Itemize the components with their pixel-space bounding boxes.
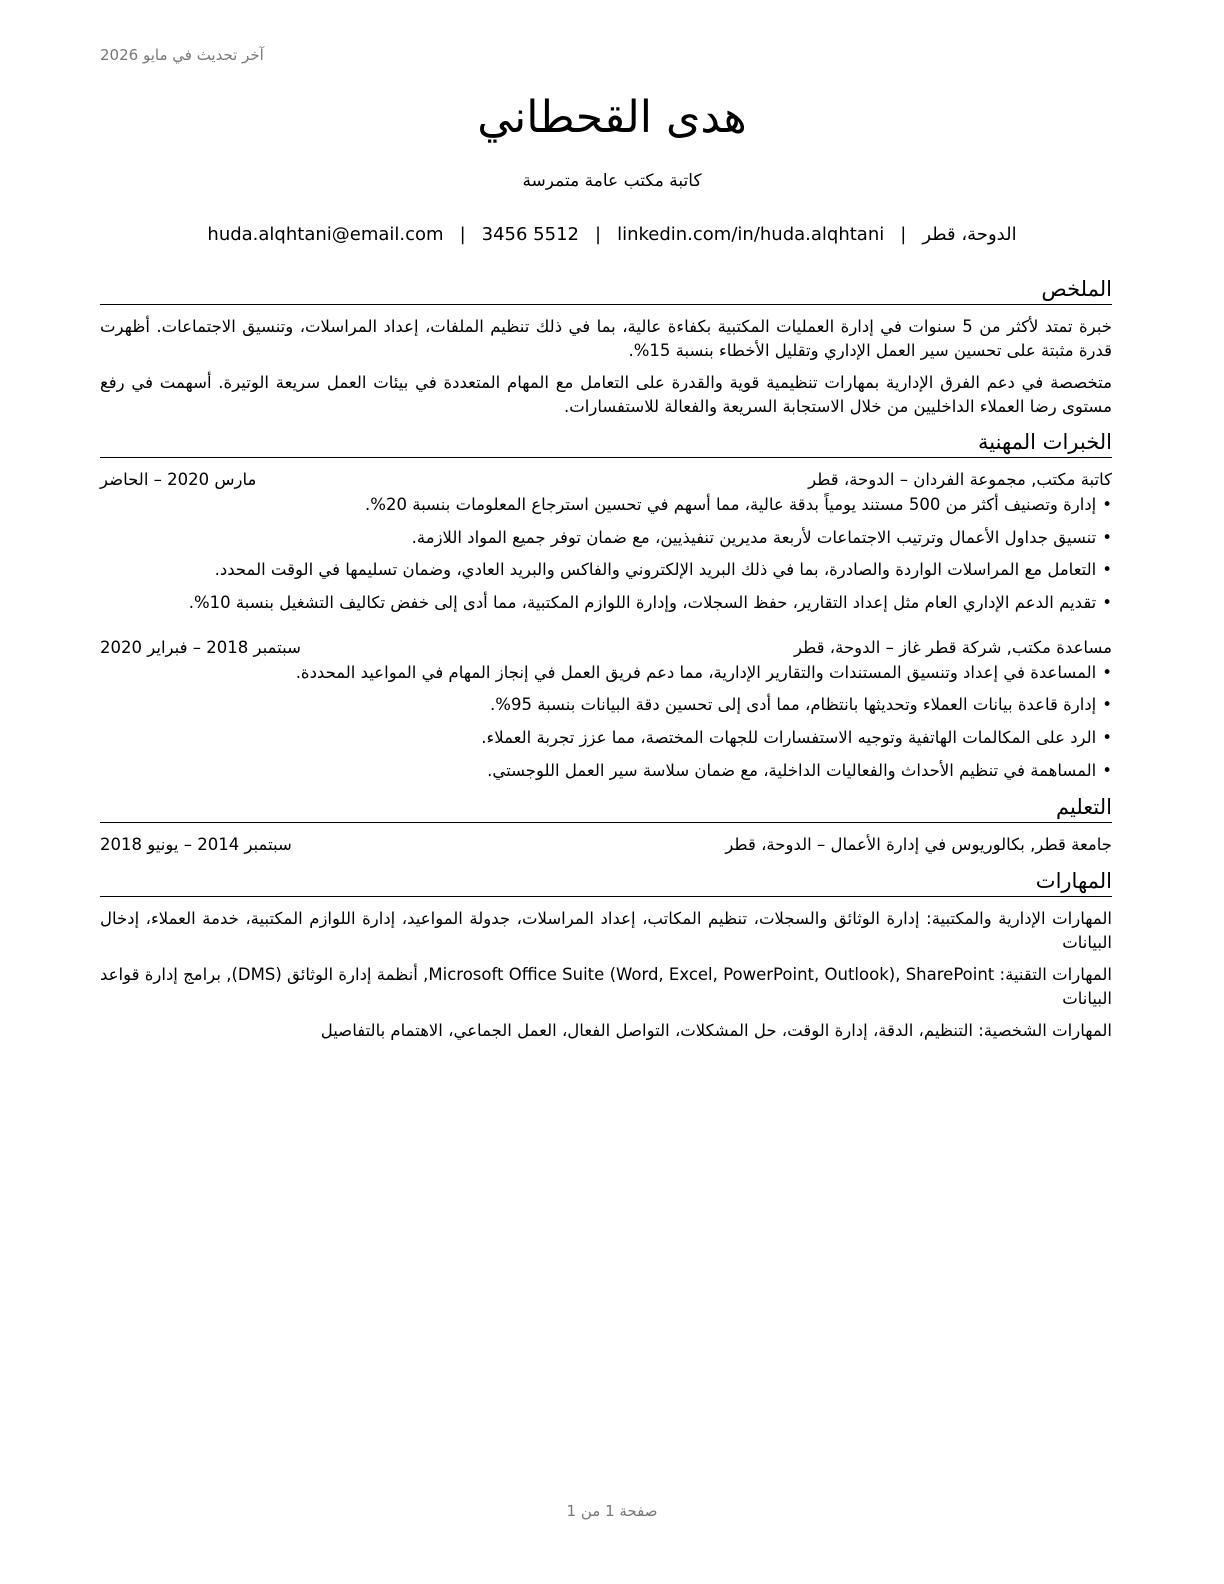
contact-separator: | <box>900 224 907 245</box>
job-bullet <box>100 591 1112 616</box>
bullet-dot-icon: • <box>1102 760 1112 780</box>
job-bullet <box>100 759 1112 784</box>
education-heading: التعليم <box>100 794 1112 823</box>
contact-linkedin[interactable]: linkedin.com/in/huda.alqhtani <box>617 224 885 245</box>
skill-label: المهارات التقنية: <box>999 964 1112 984</box>
job-bullet <box>100 526 1112 551</box>
bullet-text: التعامل مع المراسلات الواردة والصادرة، بما في ذلك البريد الإلكتروني والفاكس والبريد العادي، وضمان تسليمها في الوقت المحدد. <box>214 560 1097 580</box>
skills-heading: المهارات <box>100 868 1112 897</box>
job-title: مساعدة مكتب, شركة قطر غاز – الدوحة، قطر <box>794 637 1112 657</box>
job-bullet <box>100 661 1112 686</box>
skills-section <box>100 868 1112 1043</box>
bullet-text: إدارة وتصنيف أكثر من 500 مستند يومياً بدقة عالية، مما أسهم في تحسين استرجاع المعلومات بنسبة 20%. <box>365 494 1097 514</box>
contact-separator: | <box>595 224 602 245</box>
skill-line <box>100 963 1112 1011</box>
contact-phone: 3456 5512 <box>481 224 579 245</box>
experience-section <box>100 429 1112 784</box>
contact-separator: | <box>459 224 466 245</box>
experience-heading: الخبرات المهنية <box>100 429 1112 458</box>
bullet-dot-icon: • <box>1102 494 1112 514</box>
skill-label: المهارات الشخصية: <box>978 1020 1112 1040</box>
job-entry <box>100 636 1112 784</box>
bullet-dot-icon: • <box>1102 527 1112 547</box>
education-date: سبتمبر 2014 – يونيو 2018 <box>100 834 292 854</box>
last-updated-note: آخر تحديث في مايو 2026 <box>100 46 264 64</box>
job-title: كاتبة مكتب, مجموعة الفردان – الدوحة، قطر <box>808 470 1112 490</box>
bullet-text: إدارة قاعدة بيانات العملاء وتحديثها بانتظام، مما أدى إلى تحسين دقة البيانات بنسبة 95%. <box>490 695 1097 715</box>
skill-line <box>100 907 1112 955</box>
bullet-text: تنسيق جداول الأعمال وترتيب الاجتماعات لأربعة مديرين تنفيذيين، مع ضمان توفر جميع المواد اللازمة. <box>411 527 1097 547</box>
bullet-dot-icon: • <box>1102 560 1112 580</box>
bullet-dot-icon: • <box>1102 593 1112 613</box>
job-header <box>100 636 1112 661</box>
contact-line <box>100 224 1124 245</box>
education-entry <box>100 833 1112 858</box>
bullet-text: تقديم الدعم الإداري العام مثل إعداد التقارير، حفظ السجلات، وإدارة اللوازم المكتبية، مما أدى إلى خفض تكاليف التشغيل بنسبة 10%. <box>188 593 1097 613</box>
summary-paragraph: متخصصة في دعم الفرق الإدارية بمهارات تنظيمية قوية والقدرة على التعامل مع المهام المتعددة في بيئات العمل سريعة الوتيرة. أسهمت في رفع مستوى رضا العملاء الداخليين من خلال الاستجابة السريعة والفعالة للاستفسارات. <box>100 373 1112 417</box>
skill-value: التنظيم، الدقة، إدارة الوقت، حل المشكلات، التواصل الفعال، العمل الجماعي، الاهتمام بالتفاصيل <box>320 1020 973 1040</box>
contact-email[interactable]: huda.alqhtani@email.com <box>207 224 444 245</box>
summary-heading: الملخص <box>100 276 1112 305</box>
contact-location: الدوحة، قطر <box>922 224 1017 245</box>
job-bullet <box>100 726 1112 751</box>
resume-content <box>100 276 1112 1053</box>
job-bullet <box>100 493 1112 518</box>
job-bullet <box>100 693 1112 718</box>
skill-value: Microsoft Office Suite (Word, Excel, PowerPoint, Outlook), SharePoint, أنظمة إدارة الوثائق (DMS), برامج إدارة قواعد البيانات <box>100 964 1112 1008</box>
bullet-dot-icon: • <box>1102 695 1112 715</box>
education-section <box>100 794 1112 858</box>
skill-label: المهارات الإدارية والمكتبية: <box>926 908 1112 928</box>
candidate-title: كاتبة مكتب عامة متمرسة <box>522 171 702 191</box>
bullet-text: الرد على المكالمات الهاتفية وتوجيه الاستفسارات للجهات المختصة، مما عزز تجربة العملاء. <box>481 728 1097 748</box>
skill-value: إدارة الوثائق والسجلات، تنظيم المكاتب، إعداد المراسلات، جدولة المواعيد، إدارة اللوازم المكتبية، خدمة العملاء، إدخال البيانات <box>100 908 1112 952</box>
candidate-name: هدى القحطاني <box>477 92 747 143</box>
bullet-dot-icon: • <box>1102 728 1112 748</box>
education-title: جامعة قطر, بكالوريوس في إدارة الأعمال – الدوحة، قطر <box>725 834 1112 854</box>
page-number: صفحة 1 من 1 <box>566 1502 658 1520</box>
job-header <box>100 468 1112 493</box>
bullet-dot-icon: • <box>1102 662 1112 682</box>
summary-section <box>100 276 1112 419</box>
bullet-text: المساهمة في تنظيم الأحداث والفعاليات الداخلية، مع ضمان سلاسة سير العمل اللوجستي. <box>487 760 1097 780</box>
job-bullet <box>100 558 1112 583</box>
skill-line <box>100 1019 1112 1043</box>
job-entry <box>100 468 1112 616</box>
job-date: سبتمبر 2018 – فبراير 2020 <box>100 637 301 657</box>
bullet-text: المساعدة في إعداد وتنسيق المستندات والتقارير الإدارية، مما دعم فريق العمل في إنجاز المهام في المواعيد المحددة. <box>295 662 1097 682</box>
job-date: مارس 2020 – الحاضر <box>100 470 257 490</box>
summary-paragraph: خبرة تمتد لأكثر من 5 سنوات في إدارة العمليات المكتبية بكفاءة عالية، بما في ذلك تنظيم الملفات، إعداد المراسلات، وتنسيق الاجتماعات. أظهرت قدرة مثبتة على تحسين سير العمل الإداري وتقليل الأخطاء بنسبة 15%. <box>100 317 1112 361</box>
